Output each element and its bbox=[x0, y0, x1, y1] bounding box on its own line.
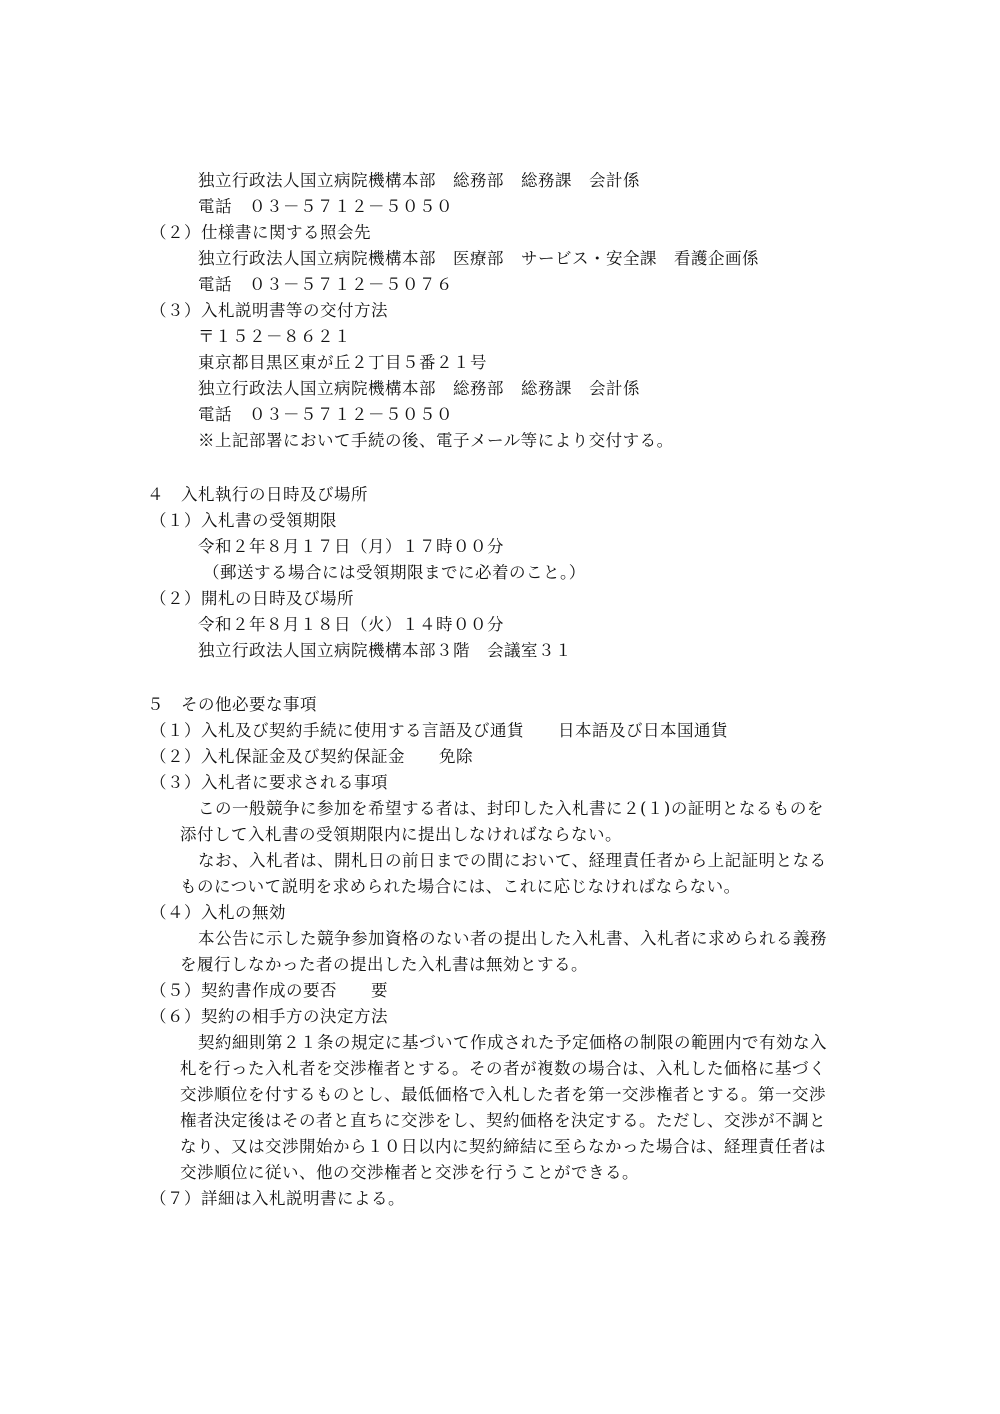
section-5-item-1: （１）入札及び契約手続に使用する言語及び通貨 日本語及び日本国通貨 bbox=[150, 721, 728, 740]
section-5-heading: ５ その他必要な事項 bbox=[147, 695, 317, 714]
section-5-item-3-label: （３）入札者に要求される事項 bbox=[150, 773, 388, 792]
section-4-heading: ４ 入札執行の日時及び場所 bbox=[147, 485, 368, 504]
section-5-item-7: （７）詳細は入札説明書による。 bbox=[150, 1189, 405, 1208]
section-5-item-6-line-1: 契約細則第２１条の規定に基づいて作成された予定価格の制限の範囲内で有効な入 bbox=[198, 1033, 827, 1052]
section-5-item-6-line-6: 交渉順位に従い、他の交渉権者と交渉を行うことができる。 bbox=[180, 1163, 639, 1182]
item-3-3-org: 独立行政法人国立病院機構本部 総務部 総務課 会計係 bbox=[198, 379, 640, 398]
section-4-item-2-label: （２）開札の日時及び場所 bbox=[150, 589, 354, 608]
item-3-3-address: 東京都目黒区東が丘２丁目５番２１号 bbox=[198, 353, 487, 372]
section-5-item-5: （５）契約書作成の要否 要 bbox=[150, 981, 388, 1000]
section-5-item-3-para-2-line-1: なお、入札者は、開札日の前日までの間において、経理責任者から上記証明となる bbox=[198, 851, 827, 870]
section-5-item-2: （２）入札保証金及び契約保証金 免除 bbox=[150, 747, 473, 766]
section-5-item-3-para-1-line-1: この一般競争に参加を希望する者は、封印した入札書に２(１)の証明となるものを bbox=[198, 799, 824, 818]
section-4-item-2-date: 令和２年８月１８日（火）１４時００分 bbox=[198, 615, 504, 634]
section-4-item-1-date: 令和２年８月１７日（月）１７時００分 bbox=[198, 537, 504, 556]
item-3-3-label: （３）入札説明書等の交付方法 bbox=[150, 301, 388, 320]
section-5-item-4-line-1: 本公告に示した競争参加資格のない者の提出した入札書、入札者に求められる義務 bbox=[198, 929, 827, 948]
section-5-item-6-line-3: 交渉順位を付するものとし、最低価格で入札した者を第一交渉権者とする。第一交渉 bbox=[180, 1085, 826, 1104]
item-3-2-label: （２）仕様書に関する照会先 bbox=[150, 223, 371, 242]
item-3-2-org: 独立行政法人国立病院機構本部 医療部 サービス・安全課 看護企画係 bbox=[198, 249, 759, 268]
contact-phone-line: 電話 ０３－５７１２－５０５０ bbox=[198, 197, 453, 216]
section-5-item-4-label: （４）入札の無効 bbox=[150, 903, 286, 922]
item-3-3-postal: 〒１５２－８６２１ bbox=[198, 327, 351, 346]
item-3-3-phone: 電話 ０３－５７１２－５０５０ bbox=[198, 405, 453, 424]
section-5-item-6-label: （６）契約の相手方の決定方法 bbox=[150, 1007, 388, 1026]
section-4-item-1-label: （１）入札書の受領期限 bbox=[150, 511, 337, 530]
section-4-item-2-place: 独立行政法人国立病院機構本部３階 会議室３１ bbox=[198, 641, 572, 660]
section-5-item-6-line-5: なり、又は交渉開始から１０日以内に契約締結に至らなかった場合は、経理責任者は bbox=[180, 1137, 826, 1156]
item-3-3-note: ※上記部署において手続の後、電子メール等により交付する。 bbox=[198, 431, 674, 450]
section-5-item-6-line-2: 札を行った入札者を交渉権者とする。その者が複数の場合は、入札した価格に基づく bbox=[180, 1059, 826, 1078]
section-5-item-3-para-2-line-2: ものについて説明を求められた場合には、これに応じなければならない。 bbox=[180, 877, 741, 896]
item-3-2-phone: 電話 ０３－５７１２－５０７６ bbox=[198, 275, 453, 294]
section-5-item-6-line-4: 権者決定後はその者と直ちに交渉をし、契約価格を決定する。ただし、交渉が不調と bbox=[180, 1111, 826, 1130]
section-5-item-3-para-1-line-2: 添付して入札書の受領期限内に提出しなければならない。 bbox=[180, 825, 622, 844]
section-5-item-4-line-2: を履行しなかった者の提出した入札書は無効とする。 bbox=[180, 955, 588, 974]
contact-org-line: 独立行政法人国立病院機構本部 総務部 総務課 会計係 bbox=[198, 171, 640, 190]
section-4-item-1-note: （郵送する場合には受領期限までに必着のこと。） bbox=[203, 563, 586, 582]
